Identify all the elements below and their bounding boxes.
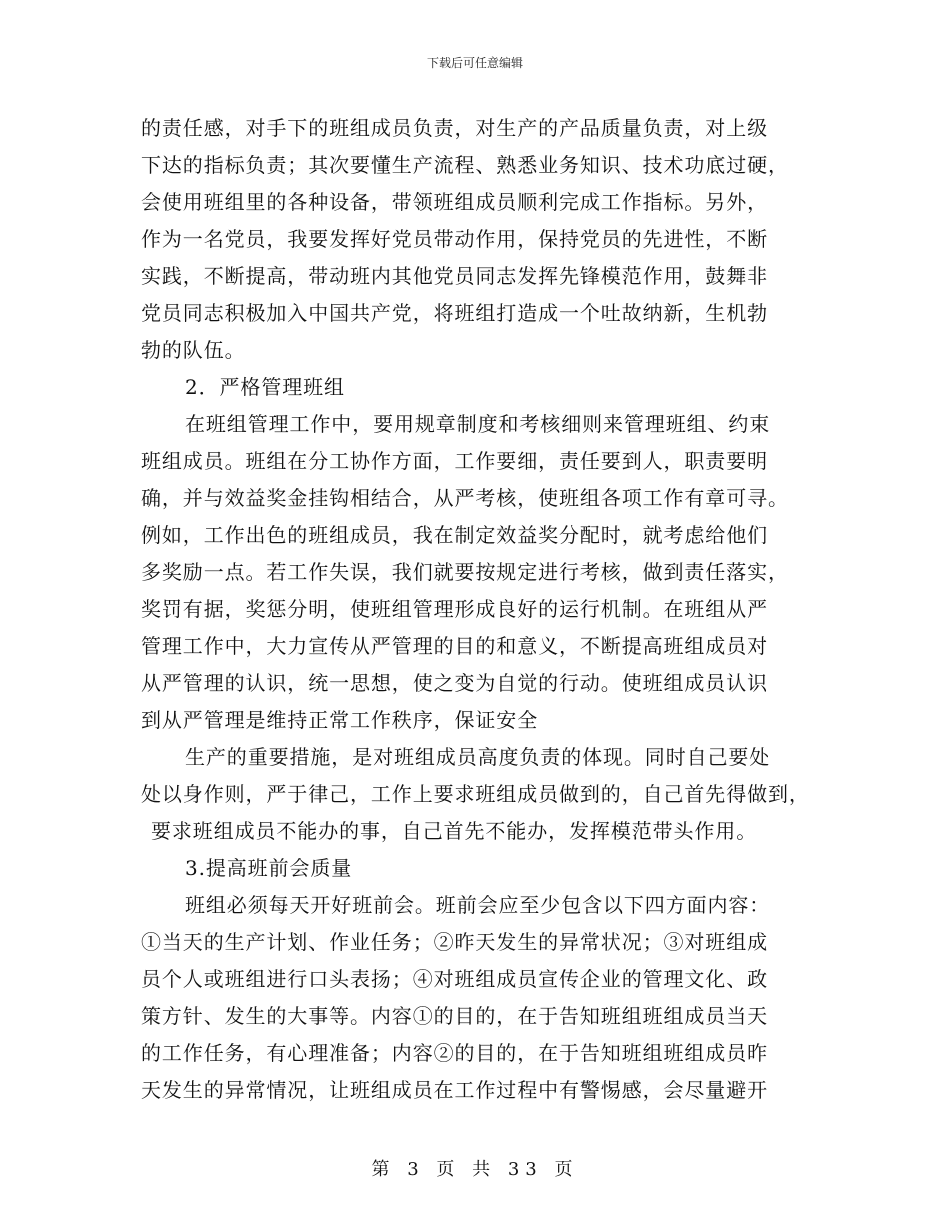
text-line: 会使用班组里的各种设备，带领班组成员顺利完成工作指标。另外，	[141, 190, 768, 214]
text-line: ①当天的生产计划、作业任务；②昨天发生的异常状况；③对班组成	[141, 930, 768, 954]
text-line: 班组成员。班组在分工协作方面，工作要细，责任要到人，职责要明	[141, 449, 768, 473]
page-footer: 第 3 页 共 33 页	[371, 1159, 579, 1180]
text-line: 处以身作则，严于律己，工作上要求班组成员做到的，自己首先得做到，	[141, 782, 810, 806]
text-line: 例如，工作出色的班组成员，我在制定效益奖分配时，就考虑给他们	[141, 523, 768, 547]
text-line: 奖罚有据，奖惩分明，使班组管理形成良好的运行机制。在班组从严	[141, 597, 768, 621]
text-line: 作为一名党员，我要发挥好党员带动作用，保持党员的先进性，不断	[141, 227, 768, 251]
text-line: 生产的重要措施，是对班组成员高度负责的体现。同时自己要处	[185, 745, 771, 769]
page-header: 下载后可任意编辑	[426, 56, 523, 70]
text-line: 确，并与效益奖金挂钩相结合，从严考核，使班组各项工作有章可寻。	[141, 486, 789, 510]
text-line: 2．严格管理班组	[185, 375, 345, 399]
text-line: 3.提高班前会质量	[185, 856, 353, 880]
text-line: 的工作任务，有心理准备；内容②的目的，在于告知班组班组成员昨	[141, 1041, 768, 1065]
text-line: 管理工作中，大力宣传从严管理的目的和意义，不断提高班组成员对	[141, 634, 768, 658]
text-line: 班组必须每天开好班前会。班前会应至少包含以下四方面内容：	[185, 893, 771, 917]
text-line: 勃的队伍。	[141, 338, 246, 362]
text-line: 天发生的异常情况，让班组成员在工作过程中有警惕感，会尽量避开	[141, 1078, 768, 1102]
text-line: 要求班组成员不能办的事，自己首先不能办，发挥模范带头作用。	[151, 819, 758, 843]
text-line: 的责任感，对手下的班组成员负责，对生产的产品质量负责，对上级	[141, 116, 768, 140]
text-line: 员个人或班组进行口头表扬；④对班组成员宣传企业的管理文化、政	[141, 967, 768, 991]
text-line: 实践，不断提高，带动班内其他党员同志发挥先锋模范作用，鼓舞非	[141, 264, 768, 288]
text-line: 从严管理的认识，统一思想，使之变为自觉的行动。使班组成员认识	[141, 671, 768, 695]
text-line: 下达的指标负责；其次要懂生产流程、熟悉业务知识、技术功底过硬，	[141, 153, 789, 177]
text-line: 党员同志积极加入中国共产党，将班组打造成一个吐故纳新，生机勃	[141, 301, 768, 325]
text-line: 策方针、发生的大事等。内容①的目的，在于告知班组班组成员当天	[141, 1004, 768, 1028]
text-line: 多奖励一点。若工作失误，我们就要按规定进行考核，做到责任落实，	[141, 560, 789, 584]
text-line: 在班组管理工作中，要用规章制度和考核细则来管理班组、约束	[185, 412, 771, 436]
document-body	[141, 110, 811, 1109]
text-line: 到从严管理是维持正常工作秩序，保证安全	[141, 708, 539, 732]
